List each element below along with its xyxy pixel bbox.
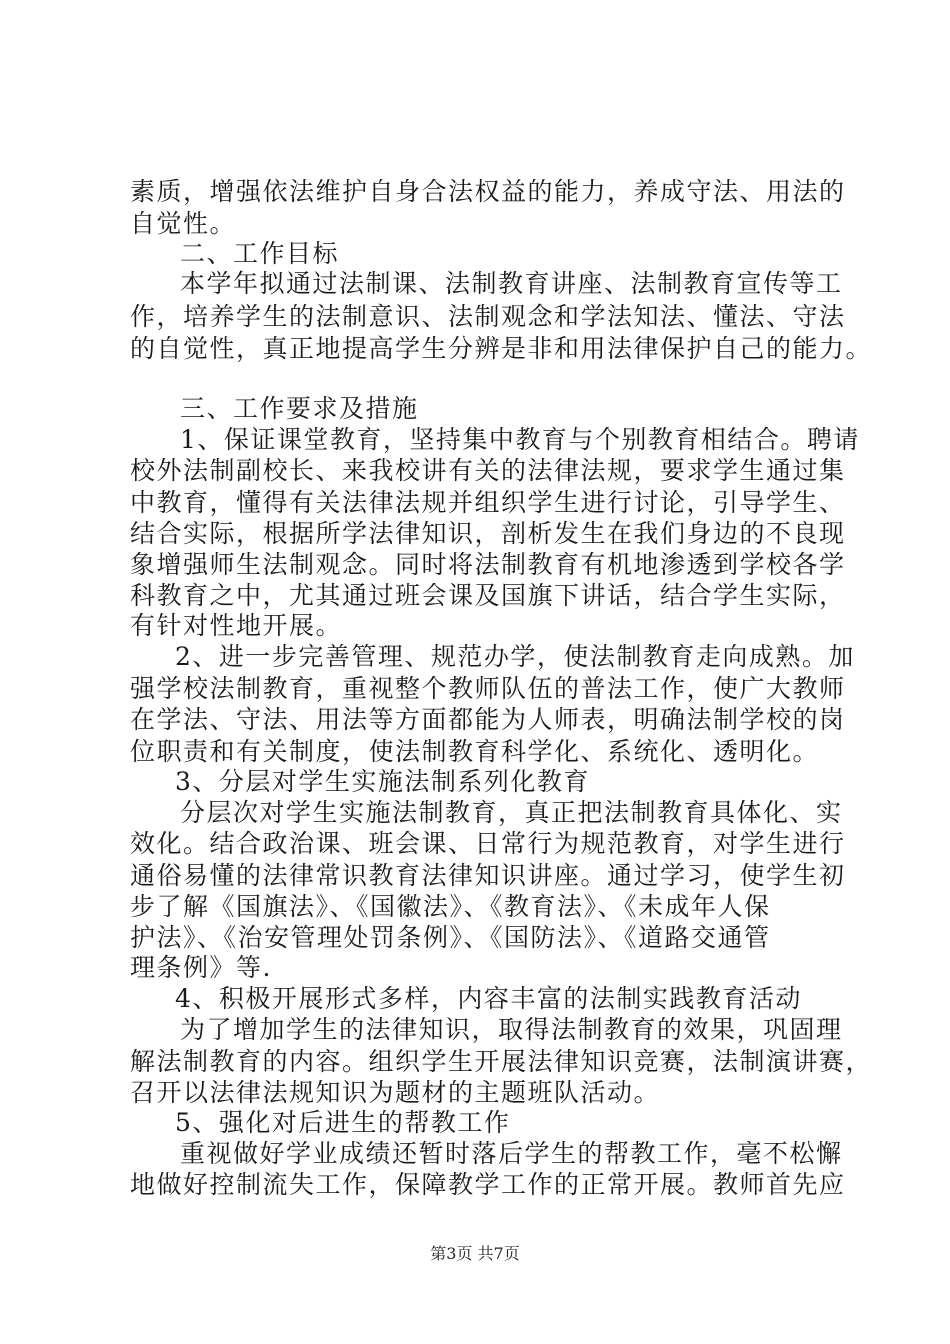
text-line: 象增强师生法制观念。同时将法制教育有机地渗透到学校各学	[130, 550, 846, 579]
text-line: 解法制教育的内容。组织学生开展法律知识竞赛，法制演讲赛，	[130, 1047, 873, 1076]
text-line: 在学法、守法、用法等方面都能为人师表，明确法制学校的岗	[130, 705, 846, 734]
text-line: 效化。结合政治课、班会课、日常行为规范教育，对学生进行	[130, 829, 846, 858]
text-line: 素质，增强依法维护自身合法权益的能力，养成守法、用法的	[130, 177, 846, 206]
text-line: 2、进一步完善管理、规范办学，使法制教育走向成熟。加	[175, 642, 855, 671]
text-line: 自觉性。	[130, 209, 237, 238]
text-line: 中教育，懂得有关法律法规并组织学生进行讨论，引导学生、	[130, 488, 846, 517]
text-line: 有针对性地开展。	[130, 611, 343, 640]
section-heading: 三、工作要求及措施	[180, 394, 419, 423]
text-line: 分层次对学生实施法制教育，真正把法制教育具体化、实	[180, 798, 843, 827]
text-line: 强学校法制教育，重视整个教师队伍的普法工作，使广大教师	[130, 674, 846, 703]
subsection-heading: 3、分层对学生实施法制系列化教育	[175, 767, 590, 796]
text-line: 步了解《国旗法》、《国徽法》、《教育法》、《未成年人保	[130, 892, 771, 921]
page-number-footer: 第3页 共7页	[430, 1244, 520, 1263]
text-line: 校外法制副校长、来我校讲有关的法律法规，要求学生通过集	[130, 456, 846, 485]
text-line: 科教育之中，尤其通过班会课及国旗下讲话，结合学生实际，	[130, 581, 846, 610]
text-line: 重视做好学业成绩还暂时落后学生的帮教工作，毫不松懈	[180, 1139, 843, 1168]
text-line: 本学年拟通过法制课、法制教育讲座、法制教育宣传等工	[180, 269, 843, 298]
text-line: 召开以法律法规知识为题材的主题班队活动。	[130, 1078, 661, 1107]
text-line: 作，培养学生的法制意识、法制观念和学法知法、懂法、守法	[130, 302, 846, 331]
text-line: 结合实际，根据所学法律知识，剖析发生在我们身边的不良现	[130, 519, 846, 548]
text-line: 1、保证课堂教育，坚持集中教育与个别教育相结合。聘请	[180, 425, 860, 454]
section-heading: 二、工作目标	[180, 239, 340, 268]
text-line: 位职责和有关制度，使法制教育科学化、系统化、透明化。	[130, 737, 820, 766]
text-line: 的自觉性，真正地提高学生分辨是非和用法律保护自己的能力。	[130, 334, 873, 363]
subsection-heading: 5、强化对后进生的帮教工作	[175, 1108, 511, 1137]
text-line: 理条例》等.	[130, 953, 272, 982]
text-line: 地做好控制流失工作，保障教学工作的正常开展。教师首先应	[130, 1170, 846, 1199]
text-line: 护法》、《治安管理处罚条例》、《国防法》、《道路交通管	[130, 923, 771, 952]
text-line: 通俗易懂的法律常识教育法律知识讲座。通过学习，使学生初	[130, 861, 846, 890]
text-line: 为了增加学生的法律知识，取得法制教育的效果，巩固理	[180, 1015, 843, 1044]
subsection-heading: 4、积极开展形式多样，内容丰富的法制实践教育活动	[175, 984, 802, 1013]
